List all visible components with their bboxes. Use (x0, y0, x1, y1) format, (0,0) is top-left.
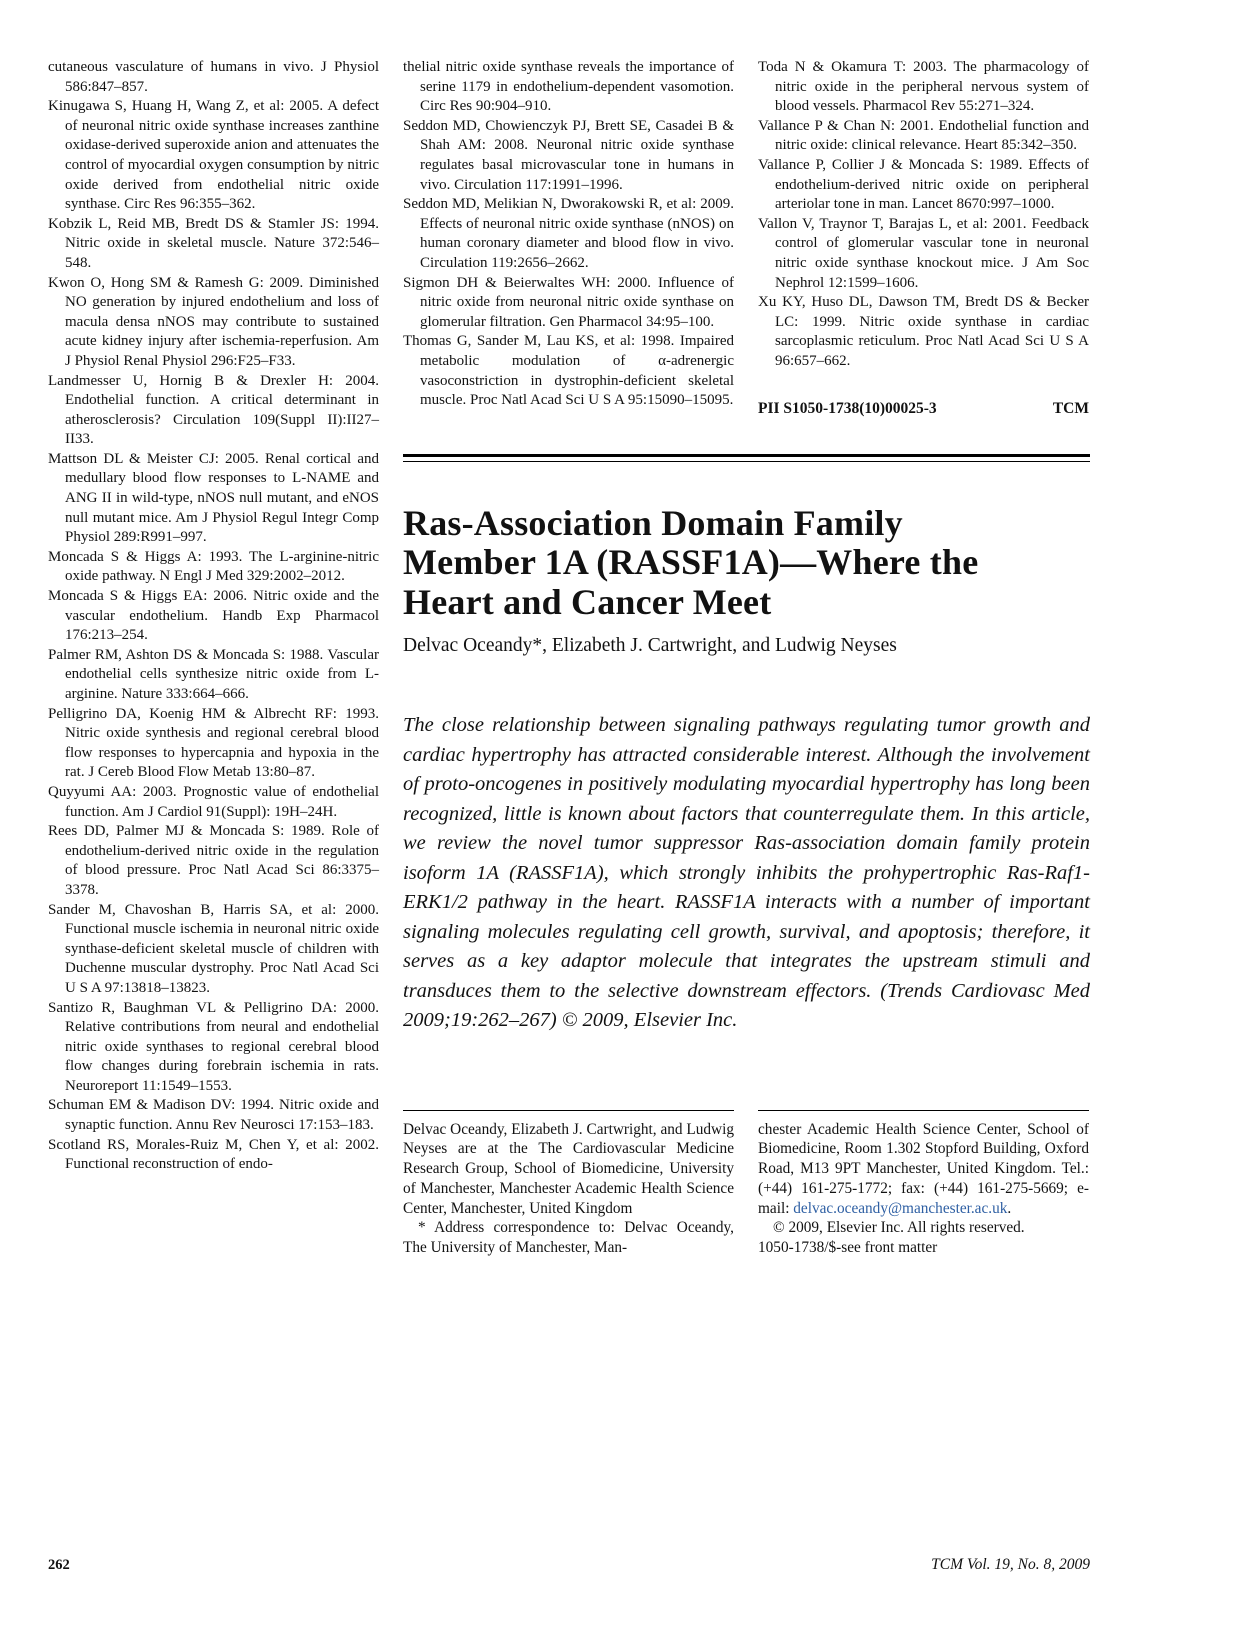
reference-item: Moncada S & Higgs A: 1993. The L-arginine-nitric oxide pathway. N Engl J Med 329:2002–2012. (48, 548, 379, 585)
affiliation-text: Delvac Oceandy, Elizabeth J. Cartwright, and Ludwig Neyses are at the The Cardiovascular Medicine Research Group, School of Biomedicine, University of Manchester, Manchester Academic Health Science Center, Manchester, United Kingdom (403, 1120, 734, 1217)
article-authors: Delvac Oceandy*, Elizabeth J. Cartwright, and Ludwig Neyses (403, 635, 897, 656)
page-content (48, 58, 1090, 1258)
reference-item: Palmer RM, Ashton DS & Moncada S: 1988. Vascular endothelial cells synthesize nitric oxide from L-arginine. Nature 333:664–666. (48, 646, 379, 702)
correspondence-address-text: chester Academic Health Science Center, School of Biomedicine, Room 1.302 Stopford Building, Oxford Road, M13 9PT Manchester, United Kingdom. Tel.: (+44) 161-275-1772; fax: (+44) 161-275-5669; e-mail: (758, 1120, 1089, 1217)
reference-item: Xu KY, Huso DL, Dawson TM, Bredt DS & Becker LC: 1999. Nitric oxide synthase in cardiac sarcoplasmic reticulum. Proc Natl Acad Sci U S A 96:657–662. (758, 294, 1089, 369)
title-line-1: Ras-Association Domain Family (403, 502, 903, 543)
copyright-text: © 2009, Elsevier Inc. All rights reserved. (773, 1219, 1025, 1237)
reference-item: Seddon MD, Chowienczyk PJ, Brett SE, Casadei B & Shah AM: 2008. Neuronal nitric oxide synthase regulates basal microvascular tone in humans in vivo. Circulation 117:1991–1996. (403, 117, 734, 193)
reference-item: Toda N & Okamura T: 2003. The pharmacology of nitric oxide in the peripheral nervous system of blood vessels. Pharmacol Rev 55:271–324. (758, 59, 1089, 115)
title-line-3: Heart and Cancer Meet (403, 581, 772, 622)
reference-item: Vallance P, Collier J & Moncada S: 1989. Effects of endothelium-derived nitric oxide on peripheral arteriolar tone in man. Lancet 8670:997–1000. (758, 156, 1089, 213)
reference-item: Landmesser U, Hornig B & Drexler H: 2004. Endothelial function. A critical determinant in atherosclerosis? Circulation 109(Suppl II):II27–II33. (48, 372, 379, 448)
reference-item: Mattson DL & Meister CJ: 2005. Renal cortical and medullary blood flow responses to L-NAME and ANG II in wild-type, nNOS null mutant, and eNOS null mutant mice. Am J Physiol Regul Integr Comp Physiol 289:R991–997. (48, 450, 379, 546)
reference-item: Moncada S & Higgs EA: 2006. Nitric oxide and the vascular endothelium. Handb Exp Pharmacol 176:213–254. (48, 588, 379, 644)
right-two-columns (403, 58, 1090, 1258)
footnote-right-column (758, 1110, 1089, 1259)
reference-item: Santizo R, Baughman VL & Pelligrino DA: 2000. Relative contributions from neural and endothelial nitric oxide synthases to regional cerebral blood flow changes during forebrain ischemia in rats. Neuroreport 11:1549–1553. (48, 999, 379, 1094)
correspondence-continued (758, 1120, 1089, 1219)
reference-item: cutaneous vasculature of humans in vivo. J Physiol 586:847–857. (48, 59, 379, 95)
references-column-1 (48, 58, 379, 1175)
reference-item: Thomas G, Sander M, Lau KS, et al: 1998. Impaired metabolic modulation of α-adrenergic vasoconstriction in dystrophin-deficient skeletal muscle. Proc Natl Acad Sci U S A 95:15090–15095. (403, 333, 734, 409)
email-link[interactable]: delvac.oceandy@manchester.ac.uk (793, 1199, 1008, 1217)
reference-item: Kwon O, Hong SM & Ramesh G: 2009. Diminished NO generation by injured endothelium and loss of macula densa nNOS may contribute to sustained acute kidney injury after ischemia-reperfusion. Am J Physiol Renal Physiol 296:F25–F33. (48, 274, 379, 369)
article (403, 454, 1090, 1259)
issn-text: 1050-1738/$-see front matter (758, 1239, 938, 1257)
footnote-left-column (403, 1110, 734, 1259)
pii-code: PII S1050-1738(10)00025-3 (758, 399, 937, 417)
footnotes-row (403, 1110, 1090, 1259)
correspondence-period: . (1007, 1199, 1012, 1217)
reference-item: Schuman EM & Madison DV: 1994. Nitric oxide and synaptic function. Annu Rev Neurosci 17:153–183. (48, 1097, 379, 1134)
reference-item: Vallance P & Chan N: 2001. Endothelial function and nitric oxide: clinical relevance. Heart 85:342–350. (758, 117, 1089, 154)
references-row (403, 58, 1090, 418)
article-title (403, 504, 1090, 623)
title-line-2: Member 1A (RASSF1A)—Where the (403, 542, 979, 582)
page-number: 262 (48, 1557, 70, 1573)
reference-item: Pelligrino DA, Koenig HM & Albrecht RF: 1993. Nitric oxide synthesis and regional cerebral blood flow responses to hypercapnia and hypoxia in the rat. J Cereb Blood Flow Metab 13:80–87. (48, 705, 379, 781)
separator-thin-line (403, 461, 1090, 462)
reference-item: thelial nitric oxide synthase reveals the importance of serine 1179 in endothelium-dependent vasomotion. Circ Res 90:904–910. (403, 59, 734, 115)
reference-item: Quyyumi AA: 2003. Prognostic value of endothelial function. Am J Cardiol 91(Suppl): 19H–24H. (48, 783, 379, 820)
journal-abbrev: TCM (1052, 399, 1089, 417)
reference-item: Sander M, Chavoshan B, Harris SA, et al: 2000. Functional muscle ischemia in neuronal nitric oxide synthase-deficient skeletal muscle of children with Duchenne muscular dystrophy. Proc Natl Acad Sci U S A 97:13818–13823. (48, 901, 379, 996)
reference-item: Scotland RS, Morales-Ruiz M, Chen Y, et al: 2002. Functional reconstruction of endo- (48, 1136, 379, 1173)
article-abstract: The close relationship between signaling pathways regulating tumor growth and cardiac hypertrophy has attracted considerable interest. Although the involvement of proto-oncogenes in positively modulating myocardial hypertrophy has long been recognized, little is known about factors that counterregulate them. In this article, we review the novel tumor suppressor Ras-association domain family protein isoform 1A (RASSF1A), which strongly inhibits the prohypertrophic Ras-Raf1-ERK1/2 pathway in the heart. RASSF1A interacts with a number of important signaling molecules regulating cell growth, survival, and apoptosis; therefore, it serves as a key adaptor molecule that integrates the upstream stimuli and transduces them to the selective downstream effectors. (Trends Cardiovasc Med 2009;19:262–267) © 2009, Elsevier Inc. (403, 714, 1090, 1031)
correspondence-text: * Address correspondence to: Delvac Oceandy, The University of Manchester, Man- (403, 1219, 734, 1257)
reference-item: Kinugawa S, Huang H, Wang Z, et al: 2005. A defect of neuronal nitric oxide synthase increases zanthine oxidase-derived superoxide anion and attenuates the control of myocardial oxygen consumption by nitric oxide derived from endothelial nitric oxide synthase. Circ Res 96:355–362. (48, 98, 379, 213)
references-column-2 (403, 58, 734, 418)
journal-volume-line: TCM Vol. 19, No. 8, 2009 (931, 1556, 1090, 1573)
article-pii-line (758, 400, 1089, 418)
references-list-3 (758, 58, 1089, 372)
separator-thick-line (403, 454, 1090, 457)
reference-item: Kobzik L, Reid MB, Bredt DS & Stamler JS: 1994. Nitric oxide in skeletal muscle. Nature 372:546–548. (48, 215, 379, 271)
reference-item: Sigmon DH & Beierwaltes WH: 2000. Influence of nitric oxide from neuronal nitric oxide synthase on glomerular filtration. Gen Pharmacol 34:95–100. (403, 274, 734, 330)
article-separator-rule (403, 454, 1090, 462)
reference-item: Vallon V, Traynor T, Barajas L, et al: 2001. Feedback control of glomerular vascular tone in neuronal nitric oxide synthase knockout mice. J Am Soc Nephrol 12:1599–1606. (758, 215, 1089, 291)
reference-item: Rees DD, Palmer MJ & Moncada S: 1989. Role of endothelium-derived nitric oxide in the regulation of blood pressure. Proc Natl Acad Sci 86:3375–3378. (48, 823, 379, 898)
page-footer (48, 1556, 1090, 1574)
references-column-3 (758, 58, 1089, 418)
reference-item: Seddon MD, Melikian N, Dworakowski R, et al: 2009. Effects of neuronal nitric oxide synthase (nNOS) on human coronary diameter and blood flow in vivo. Circulation 119:2656–2662. (403, 196, 734, 271)
